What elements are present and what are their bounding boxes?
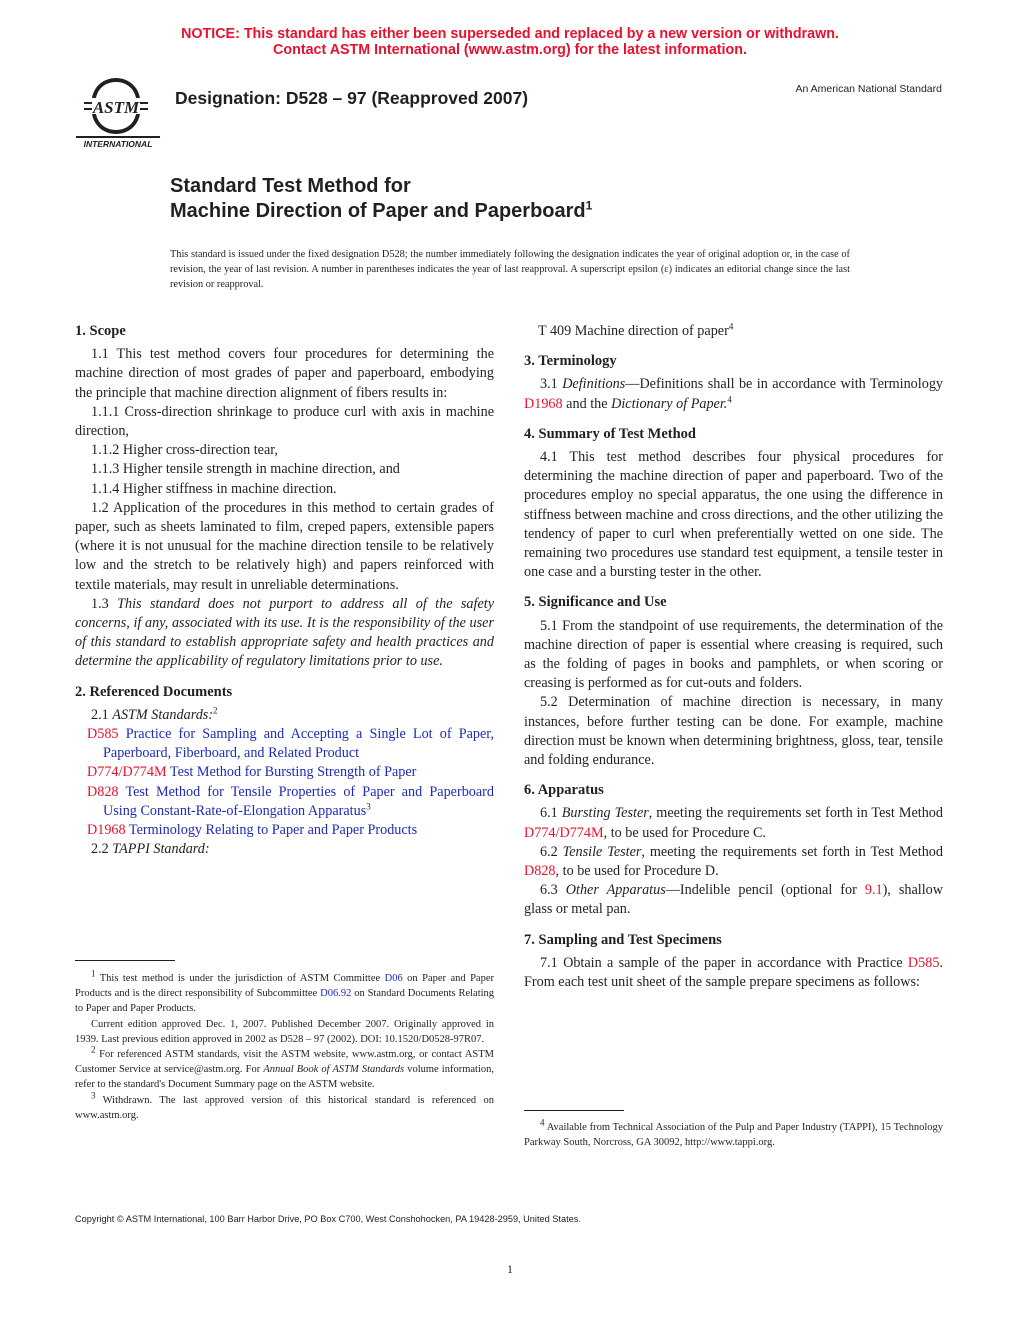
footnote-divider-left xyxy=(75,960,175,961)
d585-link[interactable]: D585 xyxy=(907,954,940,971)
para-6-2-number: 6.2 xyxy=(540,843,558,860)
page-number: 1 xyxy=(507,1262,513,1276)
title-line-2 xyxy=(170,199,592,224)
title-line-2-text: Machine Direction of Paper and Paperboard xyxy=(170,200,586,222)
ref-item xyxy=(75,783,494,821)
ref-code-link[interactable]: D828 xyxy=(87,783,119,800)
para-3-1 xyxy=(524,375,943,413)
para-2-1-footnote-ref[interactable]: 2 xyxy=(213,705,218,716)
footnote-1 xyxy=(75,968,495,1017)
para-6-3-text-b: ), shallow glass or metal pan. xyxy=(524,882,943,918)
para-1-3-number: 1.3 xyxy=(91,595,109,612)
para-4-1: 4.1 This test method describes four physical procedures for determining the machine direction of paper and paperboard. Two of the procedures employ no special apparatus, the one using the difference in stiffness between machine and cross directions, and the other utilizing the tendency of paper to curl when preferentially wetted on one side. The remaining two procedures use standard test equipment, a tensile tester in one case and a bursting tester in the other. xyxy=(524,449,943,581)
ref-title-link[interactable]: Terminology Relating to Paper and Paper Products xyxy=(128,822,418,839)
footnote-3 xyxy=(75,1090,494,1123)
logo-word: INTERNATIONAL xyxy=(83,139,153,149)
section-7-heading: 7. Sampling and Test Specimens xyxy=(524,931,722,948)
section-3-heading: 3. Terminology xyxy=(524,353,617,370)
para-1-1-4: 1.1.4 Higher stiffness in machine direction. xyxy=(91,480,337,497)
notice-line-2: Contact ASTM International (www.astm.org) for the latest information. xyxy=(273,42,747,58)
section-2-heading: 2. Referenced Documents xyxy=(75,683,233,700)
para-6-2 xyxy=(524,843,943,881)
para-5-1: 5.1 From the standpoint of use requirements, the determination of the machine direction of paper is essential where creasing is required, such as the folding of pages in books and pamphlets, or when scoring or creasing is performed as for cut-outs and folders. xyxy=(524,617,943,692)
para-6-1 xyxy=(524,804,943,842)
para-1-1-1: 1.1.1 Cross-direction shrinkage to produce curl with axis in machine direction, xyxy=(75,403,494,440)
para-3-1-term: Definitions xyxy=(562,376,626,393)
tappi-ref xyxy=(524,322,943,341)
footnotes-left xyxy=(75,968,495,1123)
section-6-heading: 6. Apparatus xyxy=(524,782,604,799)
footnote-divider-right xyxy=(524,1110,624,1111)
footnote-1-text-a: This test method is under the jurisdiction of ASTM Committee xyxy=(99,973,381,984)
para-6-1-term: Bursting Tester xyxy=(561,805,649,822)
right-column xyxy=(524,322,943,992)
para-2-2-text: TAPPI Standard: xyxy=(112,841,210,858)
para-6-3-text-a: —Indelible pencil (optional for xyxy=(665,882,857,899)
footnote-3-marker: 3 xyxy=(91,1090,96,1101)
ref-title-link[interactable]: Test Method for Tensile Properties of Paper and Paperboard Using Constant-Rate-of-Elongation Apparatus xyxy=(103,783,494,819)
para-2-1 xyxy=(75,706,494,725)
document-title xyxy=(170,174,592,224)
para-5-2: 5.2 Determination of machine direction is necessary, in many instances, before further testing can be done. For example, machine direction must be known when determining brightness, gloss, tear, tensile and folding endurance. xyxy=(524,694,943,769)
para-1-1: 1.1 This test method covers four procedures for determining the machine direction of most grades of paper and paperboard, embodying the principle that machine direction alignment of fibers results in: xyxy=(75,346,494,401)
para-6-1-text-b: , to be used for Procedure C. xyxy=(603,824,766,841)
para-3-1-footnote-ref[interactable]: 4 xyxy=(727,393,732,404)
section-5-heading: 5. Significance and Use xyxy=(524,594,667,611)
para-6-1-number: 6.1 xyxy=(540,805,558,822)
para-6-3-term: Other Apparatus xyxy=(565,882,666,899)
para-6-1-text-a: , meeting the requirements set forth in Test Method xyxy=(648,805,943,822)
d774-link[interactable]: D774/D774M xyxy=(524,824,604,841)
ref-title-link[interactable]: Test Method for Bursting Strength of Paper xyxy=(169,764,417,781)
left-column xyxy=(75,322,494,859)
title-footnote-ref[interactable]: 1 xyxy=(585,198,593,213)
ref-code-link[interactable]: D585 xyxy=(87,726,119,743)
footnote-1-text-b: on Paper and Paper Products and is the direct responsibility of Subcommittee xyxy=(75,973,494,1000)
para-1-3 xyxy=(75,595,494,672)
para-6-2-term: Tensile Tester xyxy=(562,843,642,860)
american-national-standard-label: An American National Standard xyxy=(795,83,942,95)
footnote-2-italic: Annual Book of ASTM Standards xyxy=(263,1064,405,1076)
footnote-1-marker: 1 xyxy=(91,968,96,979)
para-1-1-3: 1.1.3 Higher tensile strength in machine direction, and xyxy=(91,461,400,478)
ref-code-link[interactable]: D1968 xyxy=(87,822,126,839)
para-6-2-text-b: , to be used for Procedure D. xyxy=(555,863,719,880)
para-2-2-number: 2.2 xyxy=(91,841,109,858)
footnote-3-text: Withdrawn. The last approved version of this historical standard is referenced on www.astm.org. xyxy=(75,1094,494,1121)
ref-item xyxy=(75,763,494,782)
footnote-4-text: Available from Technical Association of the Pulp and Paper Industry (TAPPI), 15 Technology Parkway South, Norcross, GA 30092, http://www.tappi.org. xyxy=(524,1122,943,1149)
d1968-link[interactable]: D1968 xyxy=(524,395,563,412)
ref-item xyxy=(75,821,494,840)
title-line-1: Standard Test Method for xyxy=(170,175,411,197)
footnote-2-text-b: volume information, refer to the standard's Document Summary page on the ASTM website. xyxy=(75,1064,494,1091)
footnote-1-text-c: on Standard Documents Relating to Paper and Paper Products. xyxy=(75,988,495,1015)
ref-footnote-ref[interactable]: 3 xyxy=(366,801,371,812)
para-2-1-number: 2.1 xyxy=(91,706,109,723)
issuance-note: This standard is issued under the fixed designation D528; the number immediately following the designation indicates the year of original adoption or, in the case of revision, the year of last revision. A number in parentheses indicates the year of last reapproval. A superscript epsilon (ε) indicates an editorial change since the last revision or reapproval. xyxy=(170,249,850,290)
section-4-heading: 4. Summary of Test Method xyxy=(524,425,696,442)
section-9-1-link[interactable]: 9.1 xyxy=(864,882,883,899)
para-6-2-text-a: , meeting the requirements set forth in Test Method xyxy=(641,843,943,860)
d828-link[interactable]: D828 xyxy=(524,863,556,880)
logo-letters: ASTM xyxy=(92,98,140,117)
para-3-1-text-a: —Definitions shall be in accordance with Terminology xyxy=(625,376,944,393)
footnotes-right xyxy=(524,1117,943,1150)
para-7-1 xyxy=(524,954,943,992)
tappi-ref-text: T 409 Machine direction of paper xyxy=(538,323,729,339)
para-2-2 xyxy=(75,840,494,859)
ref-code-link[interactable]: D774/D774M xyxy=(87,764,167,781)
ref-title-link[interactable]: Practice for Sampling and Accepting a Single Lot of Paper, Paperboard, Fiberboard, and Related Product xyxy=(103,726,495,762)
footnote-4-marker: 4 xyxy=(540,1117,545,1128)
para-1-1-2: 1.1.2 Higher cross-direction tear, xyxy=(91,442,278,459)
para-1-2: 1.2 Application of the procedures in this method to certain grades of paper, such as sheets laminated to film, creped papers, extensible papers (where it is not unusual for the machine direction tensile to be relatively low and the stretch to be relatively high) and papers reinforced with textile materials, may result in unreliable determinations. xyxy=(75,499,494,593)
footnote-1-edition: Current edition approved Dec. 1, 2007. Published December 2007. Originally approved in 1939. Last previous edition approved in 2002 as D528 – 97 (2002). DOI: 10.1520/D0528-97R07. xyxy=(75,1018,494,1045)
para-6-3-number: 6.3 xyxy=(540,882,558,899)
para-6-3 xyxy=(524,881,943,919)
notice-line-1: NOTICE: This standard has either been superseded and replaced by a new version or withdrawn. xyxy=(181,26,839,42)
para-3-1-dictionary: Dictionary of Paper. xyxy=(611,395,728,412)
committee-link[interactable]: D06 xyxy=(384,973,403,984)
section-1-heading: 1. Scope xyxy=(75,323,126,339)
ref-item xyxy=(75,725,494,763)
footnote-2-marker: 2 xyxy=(91,1044,96,1055)
para-1-3-text: This standard does not purport to address all of the safety concerns, if any, associated with its use. It is the responsibility of the user of this standard to establish appropriate safety and health practices and determine the applicability of regulatory limitations prior to use. xyxy=(75,595,494,670)
subcommittee-link[interactable]: D06.92 xyxy=(320,988,352,1000)
copyright-notice: Copyright © ASTM International, 100 Barr Harbor Drive, PO Box C700, West Conshohocken, PA 19428-2959, United States. xyxy=(75,1214,581,1224)
astm-logo-icon xyxy=(76,74,160,150)
para-3-1-number: 3.1 xyxy=(540,376,558,393)
footnote-4 xyxy=(524,1117,943,1150)
para-3-1-text-b: and the xyxy=(566,395,608,412)
para-7-1-text-a: 7.1 Obtain a sample of the paper in accordance with Practice xyxy=(540,954,903,971)
withdrawal-notice xyxy=(0,26,1020,58)
para-7-1-text-b: . From each test unit sheet of the sample prepare specimens as follows: xyxy=(524,954,943,991)
footnote-2 xyxy=(75,1044,494,1093)
para-2-1-text: ASTM Standards: xyxy=(112,706,214,723)
designation: Designation: D528 – 97 (Reapproved 2007) xyxy=(175,88,529,108)
tappi-footnote-ref[interactable]: 4 xyxy=(728,321,734,332)
footnote-2-text-a: For referenced ASTM standards, visit the ASTM website, www.astm.org, or contact ASTM Customer Service at service@astm.org. For xyxy=(75,1049,494,1076)
